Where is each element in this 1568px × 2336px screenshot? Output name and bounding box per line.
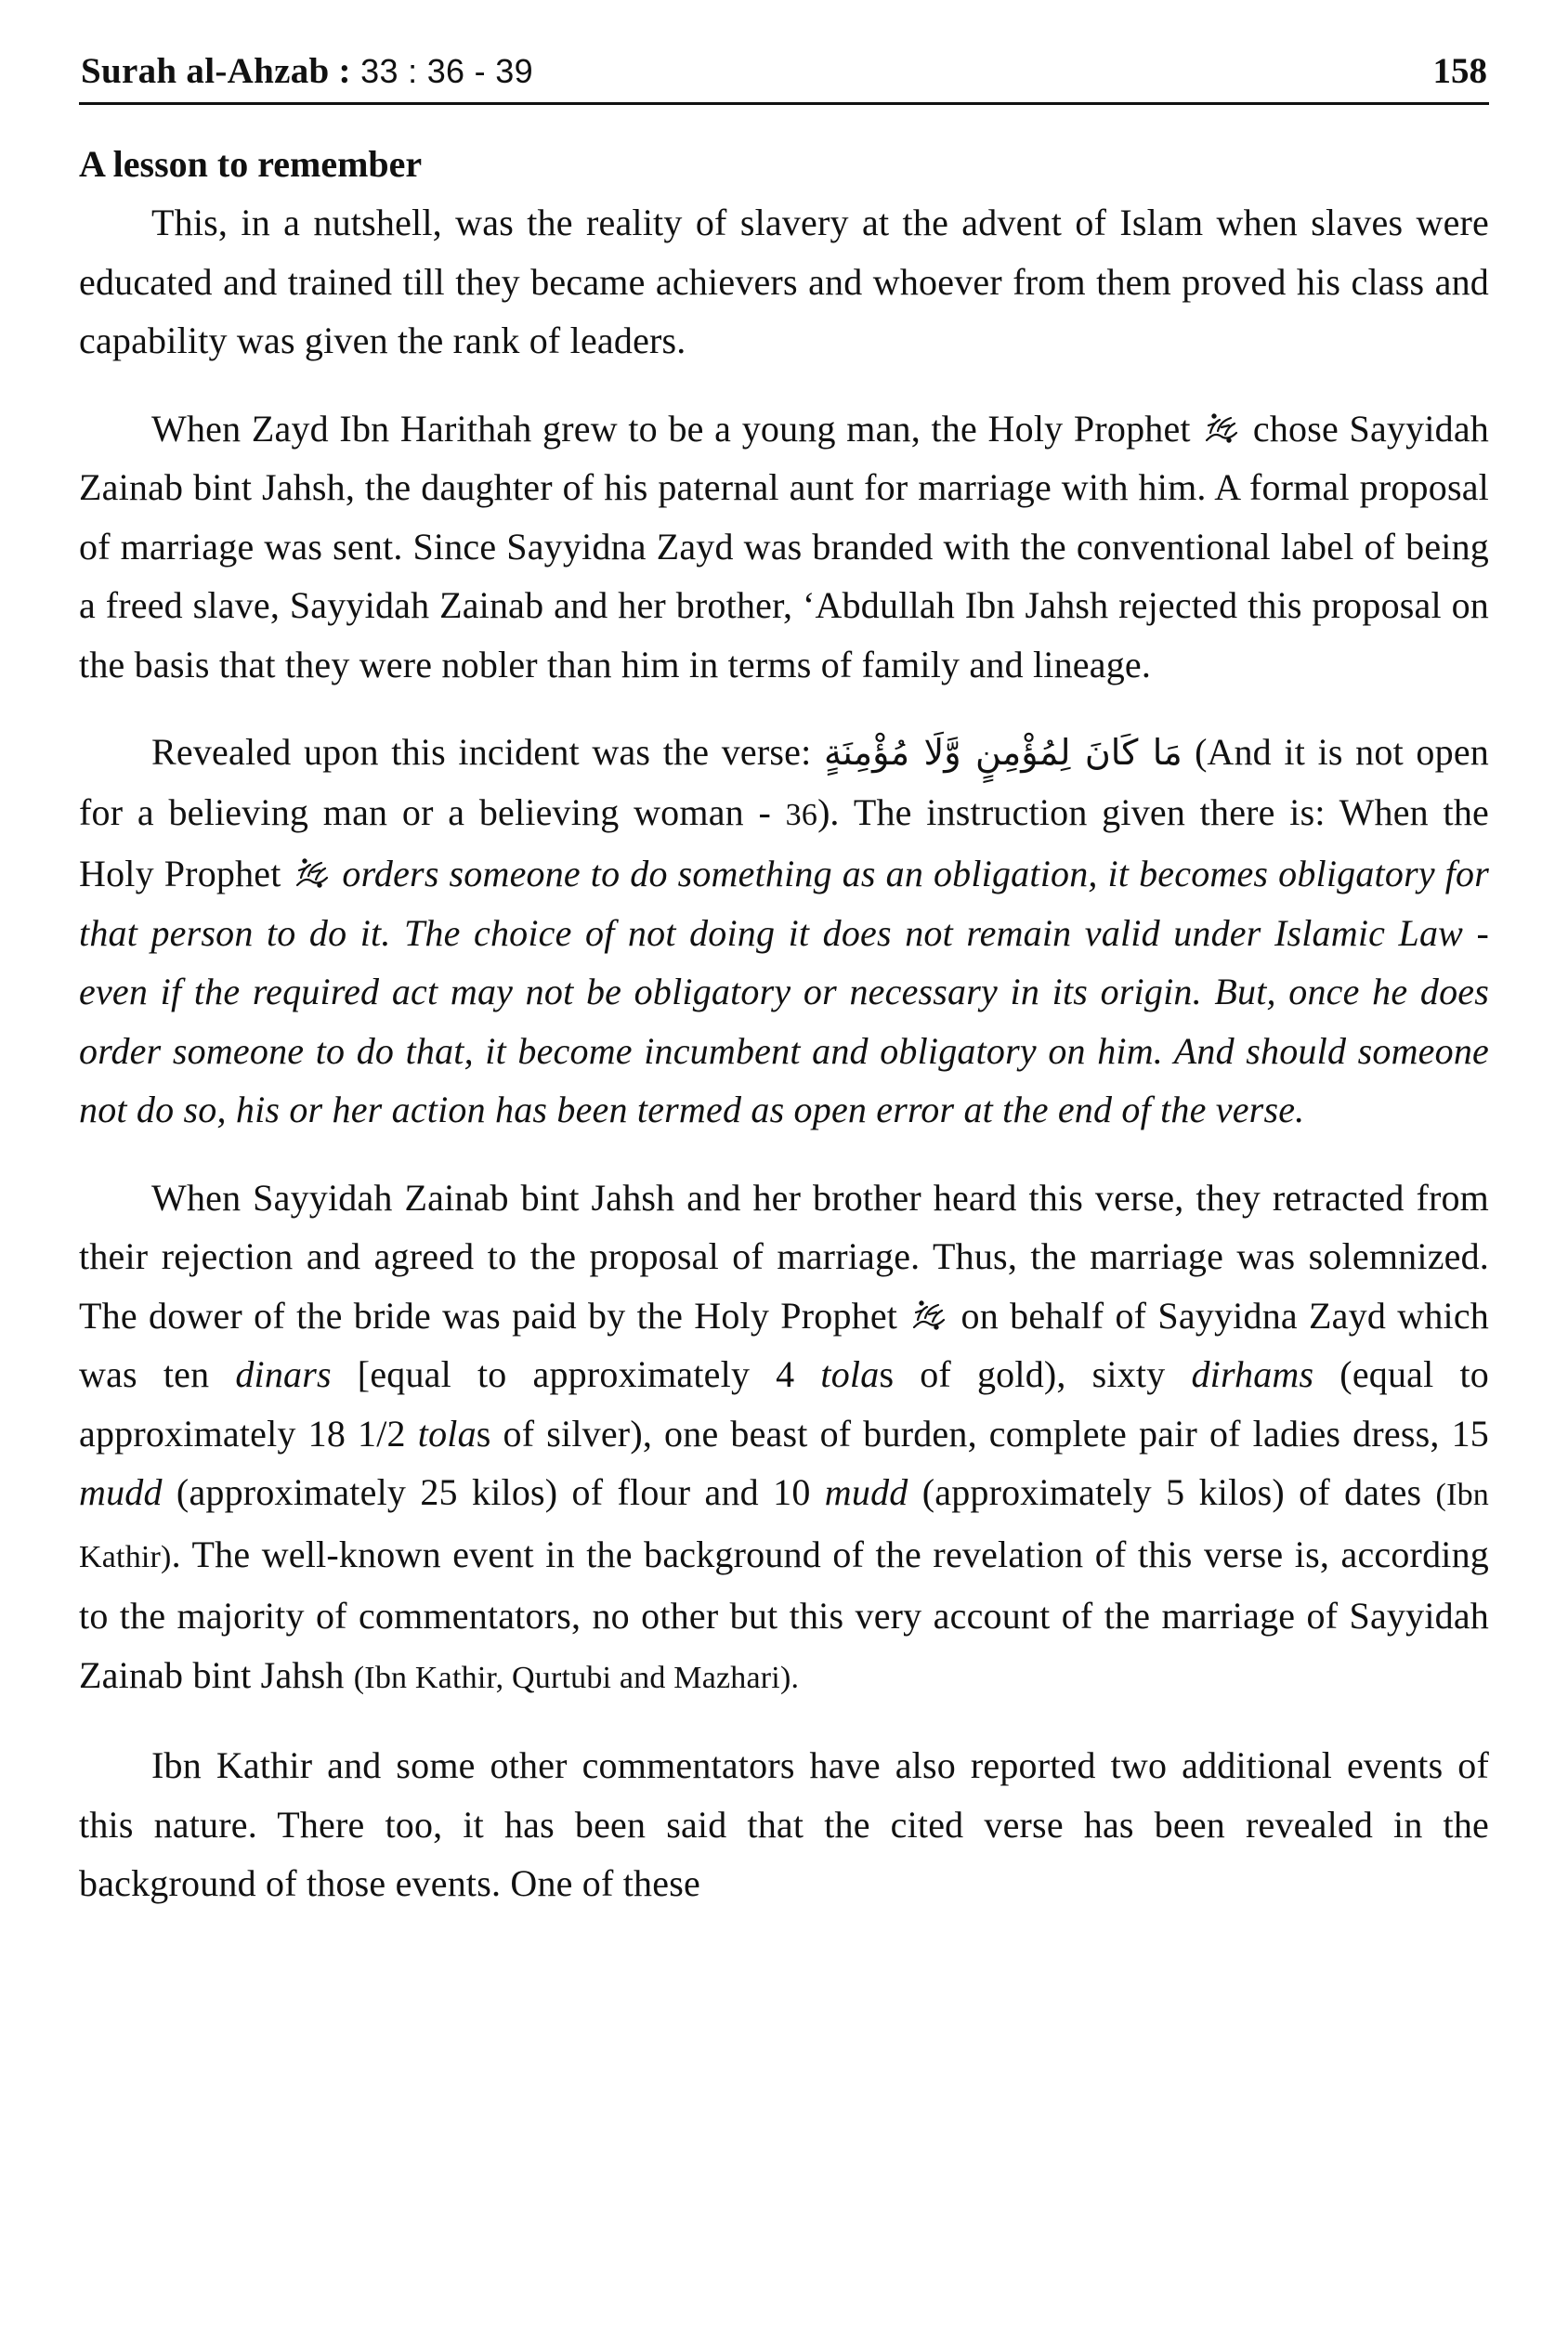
paragraph-3-text-b: (And it is not open for a believing man or a believing woman - <box>79 731 1489 833</box>
paragraph-5: Ibn Kathir and some other commentators have also reported two additional events of this nature. There too, it has been said that the cited verse has been revealed in the background of those events. One of these <box>79 1744 1489 1904</box>
paragraph-4-text-d: s of gold), sixty <box>879 1353 1192 1395</box>
citation: (Ibn Kathir) <box>79 1478 1489 1574</box>
running-title <box>81 50 533 92</box>
term-tola: tola <box>417 1412 477 1455</box>
book-page <box>79 0 1489 2336</box>
term-mudd: mudd <box>79 1471 163 1513</box>
paragraph-2 <box>79 399 1489 695</box>
term-dinars: dinars <box>235 1353 332 1395</box>
paragraph-4-text-c: [equal to approximately 4 <box>331 1353 821 1395</box>
paragraph-3-text-c: ). The instruction given there is: When the Holy Prophet <box>79 790 1489 894</box>
verse-number: 36 <box>785 797 818 832</box>
paragraph-4-text-e: (equal to approximately 18 1/2 <box>79 1353 1489 1455</box>
term-dirhams: dirhams <box>1191 1353 1314 1395</box>
page-number: 158 <box>1432 51 1487 91</box>
quranic-quote: مَا كَانَ لِمُؤْمِنٍ وَّلَا مُؤْمِنَةٍ <box>823 732 1183 773</box>
page-body <box>79 136 1489 1942</box>
paragraph-2-text-a: When Zayd Ibn Harithah grew to be a young man, the Holy Prophet <box>151 407 1191 450</box>
section-heading: A lesson to remember <box>79 143 423 185</box>
paragraph-4 <box>79 1168 1489 1708</box>
paragraph-4-text-b: on behalf of Sayyidna Zayd which was ten <box>79 1294 1489 1395</box>
paragraph-4-text-h: (approximately 5 kilos) of dates <box>908 1471 1436 1513</box>
paragraph-4-text-i: . The well-known event in the background of the revelation of this verse is, according to the majority of commentators, no other but this very account of the marriage of Sayyidah Zainab bint Jahsh <box>79 1533 1489 1696</box>
paragraph-1: This, in a nutshell, was the reality of slavery at the advent of Islam when slaves were educated and trained till they became achievers and whoever from them proved his class and capability was given the rank of leaders. <box>79 202 1489 361</box>
honorific-calligraphy-icon <box>910 1299 947 1333</box>
paragraph-3-text-a: Revealed upon this incident was the verse: <box>151 731 824 773</box>
paragraph-4-text-f: s of silver), one beast of burden, complete pair of ladies dress, 15 <box>476 1412 1489 1455</box>
term-mudd: mudd <box>824 1471 908 1513</box>
paragraph-3 <box>79 723 1489 1140</box>
paragraph-2-text-b: chose Sayyidah Zainab bint Jahsh, the daughter of his paternal aunt for marriage with him. A formal proposal of marriage was sent. Since Sayyidna Zayd was branded with the conventional label of being a freed slave, Sayyidah Zainab and her brother, ‘Abdullah Ibn Jahsh rejected this proposal on the basis that they were nobler than him in terms of family and lineage. <box>79 407 1489 685</box>
term-tola: tola <box>820 1353 880 1395</box>
honorific-calligraphy-icon <box>1203 412 1240 446</box>
surah-title: Surah al-Ahzab : <box>81 51 351 91</box>
citation: (Ibn Kathir, Qurtubi and Mazhari). <box>353 1660 800 1695</box>
paragraph-4-text-g: (approximately 25 kilos) of flour and 10 <box>162 1471 825 1513</box>
paragraph-4-text-a: When Sayyidah Zainab bint Jahsh and her brother heard this verse, they retracted from their rejection and agreed to the proposal of marriage. Thus, the marriage was solemnized. The dower of the bride was paid by the Holy Prophet <box>79 1176 1489 1337</box>
paragraph-3-text-d: orders someone to do something as an obligation, it becomes obligatory for that person to do it. The choice of not doing it does not remain valid under Islamic Law - even if the required act may not be obligatory or necessary in its origin. But, once he does order someone to do that, it become incumbent and obligatory on him. And should someone not do so, his or her action has been termed as open error at the end of the verse. <box>79 853 1489 1130</box>
verse-reference: 33 : 36 - 39 <box>350 52 533 90</box>
honorific-calligraphy-icon <box>294 857 331 891</box>
running-header <box>79 46 1489 105</box>
